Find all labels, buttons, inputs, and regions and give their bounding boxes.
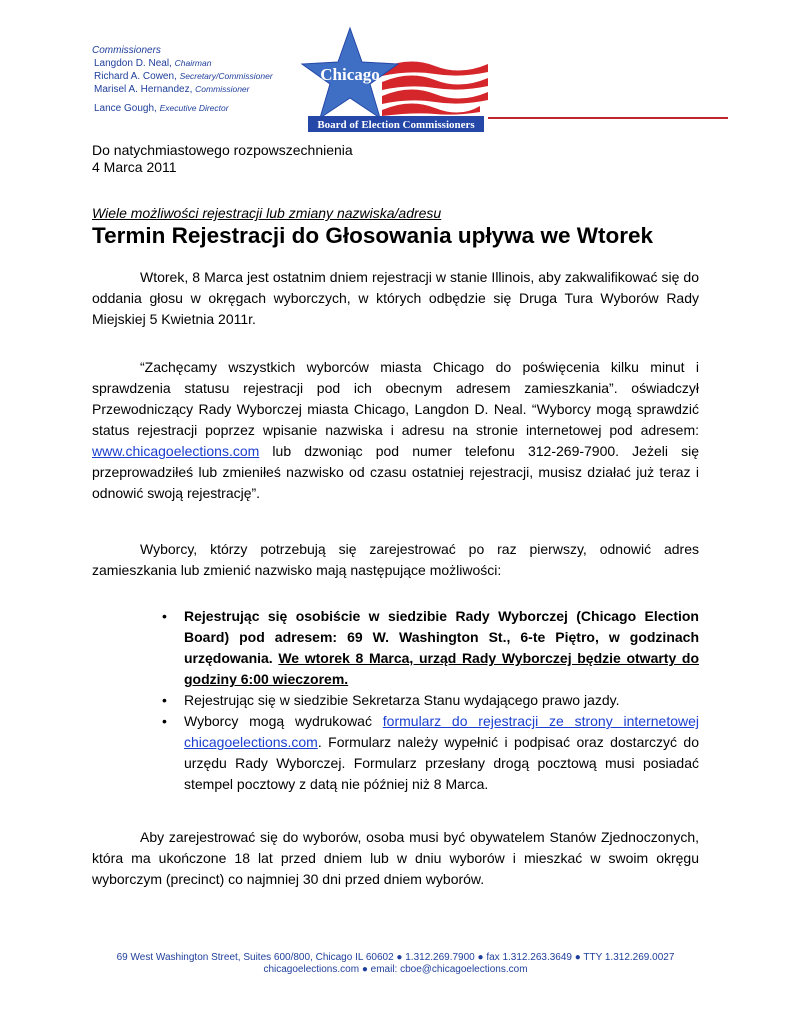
logo-city-text: Chicago — [320, 65, 380, 84]
paragraph-text: Wyborcy, którzy potrzebują się zarejestrować po raz pierwszy, odnowić adres zamieszkania lub zmienić nazwisko mają następujące możliwości: — [92, 541, 699, 578]
commissioners-list — [92, 45, 273, 115]
paragraph-text: Wtorek, 8 Marca jest ostatnim dniem rejestracji w stanie Illinois, aby zakwalifikować się do oddania głosu w okręgach wyborczych, w których odbędzie się Druga Tura Wyborów Rady Miejskiej 5 Kwietnia 2011r. — [92, 269, 699, 327]
paragraph-2 — [92, 357, 699, 504]
bullet-icon: • — [162, 608, 167, 624]
subheading: Wiele możliwości rejestracji lub zmiany nazwiska/adresu — [92, 205, 442, 221]
list-item-text: Rejestrując się w siedzibie Sekretarza Stanu wydającego prawo jazdy. — [184, 692, 620, 708]
options-list — [162, 606, 699, 795]
release-date: 4 Marca 2011 — [92, 159, 177, 175]
bullet-icon: • — [162, 692, 167, 708]
commissioner-role: Commissioner — [195, 84, 250, 94]
website-link[interactable]: www.chicagoelections.com — [92, 443, 260, 459]
commissioner-entry — [92, 83, 273, 96]
director-role: Executive Director — [159, 103, 229, 113]
registration-form-link[interactable]: formularz do rejestracji ze strony internetowej chicagoelections.com — [184, 713, 699, 750]
list-item — [162, 711, 699, 795]
list-item-emphasis: We wtorek 8 Marca, urząd Rady Wyborczej będzie otwarty do godziny 6:00 wieczorem. — [184, 650, 700, 687]
footer-address: 69 West Washington Street, Suites 600/800, Chicago IL 60602 ● 1.312.269.7900 ● fax 1.312.263.3649 ● TTY 1.312.269.0027 — [116, 952, 675, 963]
commissioner-name: Richard A. Cowen, — [94, 71, 177, 82]
commissioner-name: Langdon D. Neal, — [94, 58, 172, 69]
commissioner-role: Chairman — [174, 58, 212, 68]
flag-stripes-icon — [382, 61, 488, 116]
director-name: Lance Gough, — [94, 103, 157, 114]
commissioner-entry — [92, 70, 273, 83]
logo-banner-text: Board of Election Commissioners — [317, 119, 475, 131]
paragraph-text: lub dzwoniąc pod numer telefonu 312-269-7900. Jeżeli się przeprowadziłeś lub zmieniłeś nazwisko od czasu ostatniej rejestracji, musisz działać już teraz i odnowić swoją rejestrację”. — [92, 443, 699, 501]
paragraph-text: “Zachęcamy wszystkich wyborców miasta Chicago do poświęcenia kilku minut i sprawdzenia statusu rejestracji pod ich obecnym adresem zamieszkania”. oświadczył Przewodniczący Rady Wyborczej miasta Chicago, Langdon D. Neal. “Wyborcy mogą sprawdzić status rejestracji poprzez wpisanie nazwiska i adresu na stronie internetowej pod adresem: — [92, 359, 699, 438]
paragraph-text: Aby zarejestrować się do wyborów, osoba musi być obywatelem Stanów Zjednoczonych, która ma ukończone 18 lat przed dniem lub w dniu wyborów i mieszkać w swoim okręgu wyborczym (precinct) co najmniej 30 dni przed dniem wyborów. — [92, 829, 699, 887]
paragraph-4 — [92, 827, 699, 890]
release-info — [92, 142, 353, 176]
page-title: Termin Rejestracji do Głosowania upływa we Wtorek — [92, 223, 653, 248]
commissioners-heading: Commissioners — [92, 45, 161, 56]
paragraph-3 — [92, 539, 699, 581]
list-item-text: . Formularz należy wypełnić i podpisać oraz dostarczyć do urzędu Rady Wyborczej. Formularz przesłany drogą pocztową musi posiadać stempel pocztowy z datą nie później niż 8 Marca. — [184, 734, 699, 792]
commissioner-role: Secretary/Commissioner — [179, 71, 273, 81]
list-item — [162, 606, 699, 690]
paragraph-1 — [92, 267, 699, 330]
list-item — [162, 690, 699, 711]
list-item-text: Wyborcy mogą wydrukować — [184, 713, 383, 729]
commissioner-name: Marisel A. Hernandez, — [94, 84, 193, 95]
commissioner-entry — [92, 57, 273, 70]
executive-director — [92, 102, 273, 115]
header-rule — [488, 117, 728, 119]
footer-contact: chicagoelections.com ● email: cboe@chicagoelections.com — [263, 964, 528, 975]
bullet-icon: • — [162, 713, 167, 729]
release-line: Do natychmiastowego rozpowszechnienia — [92, 142, 353, 158]
footer — [0, 952, 791, 976]
list-item-text: Rejestrując się osobiście w siedzibie Rady Wyborczej (Chicago Election Board) pod adresem: 69 W. Washington St., 6-te Piętro, w godzinach urzędowania. — [184, 608, 699, 666]
board-logo — [300, 26, 490, 134]
